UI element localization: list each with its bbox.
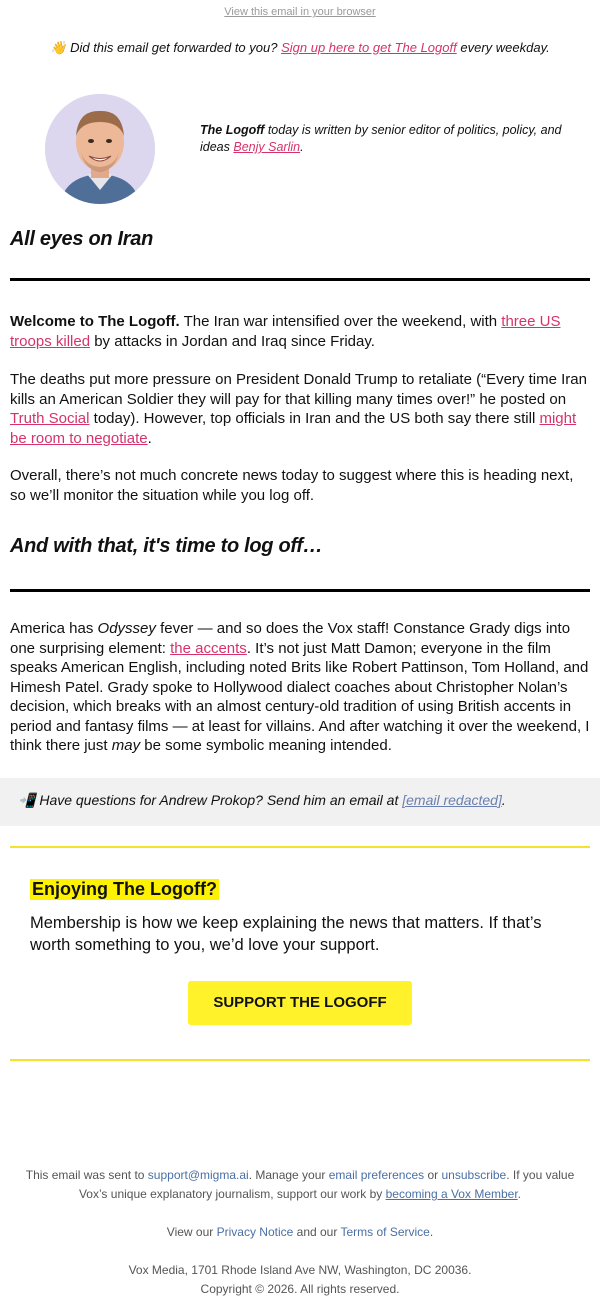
footer-manage: . Manage your — [248, 1168, 326, 1182]
accents-link[interactable]: the accents — [170, 639, 247, 657]
signup-link[interactable]: Sign up here to get The Logoff — [281, 40, 457, 55]
byline-period: . — [300, 140, 304, 154]
newsletter-name: The Logoff — [200, 123, 265, 137]
phone-icon: 📲 — [18, 792, 36, 808]
forward-suffix: every weekday. — [460, 40, 550, 55]
truth-social-link[interactable]: Truth Social — [10, 410, 90, 427]
odyssey-text-b: fever — and so does the Vox staff! Constance Grady digs into one surprising element: — [10, 620, 571, 657]
author-link[interactable]: Benjy Sarlin — [233, 140, 301, 154]
section-divider — [10, 589, 590, 592]
footer-view-our: View our — [166, 1225, 214, 1239]
p2-end: . — [147, 429, 152, 447]
support-button[interactable]: SUPPORT THE LOGOFF — [188, 981, 412, 1025]
question-period: . — [501, 792, 506, 808]
p1-text: The Iran war intensified over the weekend, with — [183, 313, 498, 330]
may-italic: may — [111, 737, 141, 754]
question-text — [18, 792, 506, 809]
footer-address: Vox Media, 1701 Rhode Island Ave NW, Washington, DC 20036. — [128, 1263, 472, 1277]
vox-member-link[interactable]: becoming a Vox Member — [385, 1187, 518, 1201]
footer-period2: . — [429, 1225, 434, 1239]
wave-icon: 👋 — [50, 40, 67, 55]
footer-policies — [0, 1223, 600, 1242]
terms-link[interactable]: Terms of Service — [340, 1225, 430, 1239]
support-top-rule — [10, 846, 590, 848]
footer-sent-to: This email was sent to — [25, 1168, 145, 1182]
author-avatar — [45, 94, 155, 204]
odyssey-text-d: be some symbolic meaning intended. — [144, 737, 392, 754]
p1-after: by attacks in Jordan and Iraq since Friday. — [94, 332, 375, 350]
privacy-notice-link[interactable]: Privacy Notice — [216, 1225, 294, 1239]
footer-and-our: and our — [296, 1225, 338, 1239]
question-copy: Have questions for Andrew Prokop? Send him an email at — [39, 792, 399, 808]
odyssey-italic: Odyssey — [97, 620, 156, 637]
odyssey-text-a: America has — [10, 620, 94, 637]
footer-value: . If you value Vox’s unique explanatory journalism, support our work by — [78, 1168, 575, 1201]
forward-notice — [0, 40, 600, 56]
byline-text: today is written by senior editor of politics, policy, and ideas — [200, 123, 562, 154]
troops-killed-link[interactable]: three US troops killed — [10, 313, 561, 350]
footer-period: . — [517, 1187, 522, 1201]
question-box — [0, 778, 600, 826]
support-heading: Enjoying The Logoff? — [32, 879, 217, 899]
support-body: Membership is how we keep explaining the news that matters. If that’s worth something to you, we’d love your support. — [30, 914, 542, 954]
view-in-browser-link[interactable]: View this email in your browser — [224, 6, 376, 18]
unsubscribe-link[interactable]: unsubscribe — [441, 1168, 507, 1182]
welcome-bold: Welcome to The Logoff. — [10, 313, 180, 330]
footer-notice — [0, 1166, 600, 1204]
support-bottom-rule — [10, 1059, 590, 1061]
paragraph-odyssey — [10, 619, 590, 756]
paragraph-deaths — [10, 370, 590, 448]
email-preferences-link[interactable]: email preferences — [328, 1168, 425, 1182]
p2-text: The deaths put more pressure on President Donald Trump to retaliate (“Every time Iran kills an American Soldier they will pay for that killing many times over!” he posted on — [10, 371, 587, 408]
email-link[interactable]: [email redacted] — [402, 792, 502, 808]
forward-text: Did this email get forwarded to you? — [70, 40, 278, 55]
footer-or: or — [427, 1168, 439, 1182]
section-divider — [10, 278, 590, 281]
footer-copyright: Copyright © 2026. All rights reserved. — [200, 1282, 400, 1296]
footer-email-link[interactable]: support@migma.ai — [147, 1168, 249, 1182]
odyssey-text-c: . It’s not just Matt Damon; everyone in the film speaks American English, including noted Brits like Robert Pattinson, Tom Holland, and Himesh Patel. Grady spoke to Hollywood dialect coaches about Christopher Nolan’s decision, which breaks with an almost century-old tradition of using British accents in period and fantasy films — at least for villains. And after watching it over the weekend, I think there just — [10, 639, 590, 754]
byline — [200, 122, 580, 156]
paragraph-welcome — [10, 312, 590, 351]
section-title-iran: All eyes on Iran — [10, 228, 154, 250]
p2-mid: today). However, top officials in Iran and the US both say there still — [93, 410, 536, 427]
section-title-logoff: And with that, it's time to log off… — [10, 535, 323, 557]
paragraph-overall: Overall, there’s not much concrete news today to suggest where this is heading next, so we’ll monitor the situation while you log off. — [10, 467, 574, 504]
negotiate-link[interactable]: might be room to negotiate — [10, 410, 577, 447]
